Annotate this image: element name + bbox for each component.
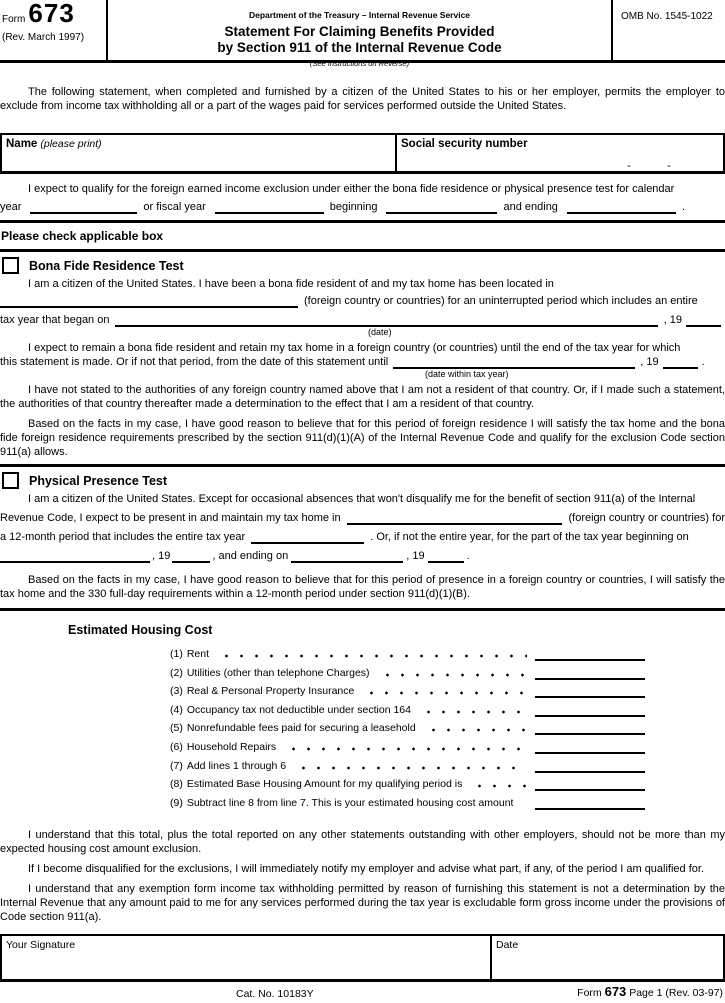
row-number: (2) (170, 666, 183, 679)
physical-dates-line (0, 549, 725, 563)
closing-p2: If I become disqualified for the exclusions, I will immediately notify my employer and advise what part, if any, of the period I am qualified for. (28, 862, 705, 875)
qualify-line1: I expect to qualify for the foreign earned income exclusion under either the bona fide residence or physical presence test for calendar (28, 183, 675, 195)
ssn-format-dashes: - - (627, 160, 671, 172)
qualify-ending-label: and ending (503, 201, 558, 213)
bona-fide-p1: I am a citizen of the United States. I have been a bona fide resident of and my tax home has been located in (28, 278, 554, 290)
name-ssn-box (0, 133, 725, 174)
housing-row-leasehold-fees (170, 721, 645, 735)
row-number: (7) (170, 759, 183, 772)
ssn-label: Social security number (401, 138, 528, 150)
name-field[interactable] (2, 135, 395, 171)
dot-leader (472, 777, 527, 789)
housing-row-utilities (170, 666, 645, 680)
amount-line-8[interactable] (535, 777, 645, 791)
row-number: (1) (170, 648, 183, 660)
physical-country-blank[interactable] (347, 511, 563, 525)
form-title-block (108, 0, 611, 68)
closing-p3: I understand that any exemption form income tax withholding permitted by reason of furnishing this statement is not a determination by the Internal Revenue that any amount paid to me for any services performed during the tax year is excludable form gross income under the provisions of Code section 911(a). (0, 882, 725, 923)
qualify-fill-line (0, 200, 725, 214)
physical-p1-line2: Revenue Code, I expect to be present in and maintain my tax home in (0, 512, 341, 524)
row-number: (5) (170, 722, 183, 735)
date-within-caption: (date within tax year) (425, 369, 509, 379)
bona-fide-p4: Based on the facts in my case, I have good reason to believe that for this period of foreign residence I will satisfy the tax home and the bona fide foreign residence requirements prescribed by the section 911(d)(1)(A) of the Internal Revenue Code and qualify for the exclusion Code section 911(a) allows. (0, 418, 725, 458)
housing-row-repairs (170, 740, 645, 754)
qualify-period: . (681, 201, 685, 213)
housing-row-total (170, 759, 645, 773)
see-instructions: (See Instructions on Reverse) (309, 59, 410, 68)
bona-fide-title-row (0, 257, 725, 274)
name-hint: (please print) (40, 138, 102, 150)
bona-fide-title: Bona Fide Residence Test (29, 258, 184, 273)
amount-line-4[interactable] (535, 703, 645, 717)
calendar-year-blank[interactable] (30, 200, 137, 214)
dot-leader (523, 796, 527, 808)
form-word: Form (2, 14, 26, 25)
form-title-line1: Statement For Claiming Benefits Provided (224, 24, 495, 39)
bona-fide-began-line (0, 313, 725, 327)
physical-p1-line3b: . Or, if not the entire year, for the part of the tax year beginning on (370, 531, 689, 543)
physical-p1-line1: I am a citizen of the United States. Except for occasional absences that won't disqualify me for the benefit of section 911(a) of the Internal (28, 493, 696, 505)
name-label: Name (6, 138, 38, 150)
bona-fide-p1d: , 19 (663, 314, 682, 326)
dot-leader (426, 721, 527, 733)
bona-fide-p3: I have not stated to the authorities of any foreign country named above that I am not a resident of that country. Or, if I made such a statement, the authorities of that country thereafter made a determination to the effect that I am a resident of that country. (0, 384, 725, 410)
footer-form-number: 673 (604, 983, 627, 999)
amount-line-5[interactable] (535, 721, 645, 735)
amount-line-7[interactable] (535, 759, 645, 773)
physical-taxyear-line (0, 530, 725, 544)
qualify-fiscal-label: or fiscal year (143, 201, 206, 213)
part-year-begin-blank[interactable] (0, 549, 150, 563)
physical-p1-period: . (466, 550, 470, 562)
signature-label: Your Signature (6, 938, 76, 951)
bona-fide-checkbox[interactable] (2, 257, 19, 274)
bona-fide-country-line (0, 294, 725, 308)
form-reference (577, 985, 723, 1000)
footer-page-rev: Page 1 (Rev. 03-97) (629, 986, 723, 999)
row-number: (6) (170, 740, 183, 753)
divider-rule (0, 608, 725, 611)
row-number: (4) (170, 703, 183, 716)
housing-row-base-amount (170, 777, 645, 791)
form-title-line2: by Section 911 of the Internal Revenue Code (217, 40, 502, 55)
amount-line-6[interactable] (535, 740, 645, 754)
begin-year-blank[interactable] (172, 549, 210, 563)
row-label: Real & Personal Property Insurance (186, 685, 355, 698)
entire-tax-year-blank[interactable] (251, 530, 364, 544)
bona-fide-p1c: tax year that began on (0, 314, 110, 326)
until-year-blank[interactable] (663, 355, 698, 369)
signature-box (0, 934, 725, 982)
began-year-blank[interactable] (686, 313, 721, 327)
row-label: Household Repairs (186, 740, 277, 753)
ssn-field[interactable] (395, 135, 723, 171)
bona-fide-p2-line1: I expect to remain a bona fide resident and retain my tax home in a foreign country (or countries) until the end of the tax year for which (28, 342, 681, 354)
physical-and-ending: , and ending on (212, 550, 289, 562)
omb-number: OMB No. 1545-1022 (621, 11, 713, 22)
housing-row-cost-amount (170, 796, 645, 810)
housing-row-occupancy-tax (170, 703, 645, 717)
amount-line-3[interactable] (535, 684, 645, 698)
physical-taxhome-line (0, 511, 725, 525)
row-label: Occupancy tax not deductible under section 164 (186, 703, 411, 716)
divider-rule (0, 464, 725, 467)
form-number-block (0, 0, 108, 60)
physical-title-row (0, 472, 725, 489)
ending-date-blank[interactable] (567, 200, 676, 214)
form-number: 673 (28, 0, 75, 28)
row-label: Nonrefundable fees paid for securing a leasehold (186, 722, 416, 735)
date-caption: (date) (368, 327, 392, 337)
row-label: Add lines 1 through 6 (186, 759, 287, 772)
divider-rule (0, 220, 725, 223)
amount-line-9[interactable] (535, 796, 645, 810)
physical-p1-19a: , 19 (152, 550, 171, 562)
page-footer (0, 985, 725, 1003)
closing-p1: I understand that this total, plus the total reported on any other statements outstanding with other employers, should not be more than my expected housing cost amount exclusion. (0, 828, 725, 855)
form-header (0, 0, 725, 68)
bona-fide-until-line (0, 355, 725, 369)
date-field[interactable] (490, 936, 723, 979)
housing-row-rent (170, 647, 645, 661)
intro-paragraph: The following statement, when completed and furnished by a citizen of the United States to his or her employer, permits the employer to exclude from income tax withholding all or a part of the wages paid for services performed outside the United States. (0, 86, 725, 112)
housing-title: Estimated Housing Cost (68, 623, 213, 637)
dot-leader (364, 684, 527, 696)
bona-fide-p2-19: , 19 (640, 356, 659, 368)
foreign-country-blank[interactable] (0, 294, 298, 308)
physical-presence-checkbox[interactable] (2, 472, 19, 489)
dot-leader (296, 759, 527, 771)
physical-p1-19b: , 19 (406, 550, 425, 562)
row-label: Rent (186, 648, 210, 660)
physical-p1-line2b: (foreign country or countries) for (568, 512, 725, 524)
footer-form-word: Form (577, 986, 602, 999)
dot-leader (380, 666, 527, 678)
beginning-date-blank[interactable] (386, 200, 497, 214)
bona-fide-p2-period: . (701, 356, 705, 368)
date-label: Date (496, 938, 519, 951)
dot-leader (286, 740, 527, 752)
row-number: (9) (170, 796, 183, 809)
check-applicable-header: Please check applicable box (1, 229, 164, 243)
divider-rule (0, 249, 725, 252)
fiscal-year-blank[interactable] (215, 200, 324, 214)
signature-field[interactable] (2, 936, 490, 979)
physical-p2: Based on the facts in my case, I have good reason to believe that for this period of presence in a foreign country or countries, I will satisfy the tax home and the 330 full-day requirements within a 12-month period under section 911(d)(1)(B). (0, 574, 725, 600)
catalog-number: Cat. No. 10183Y (236, 987, 314, 1000)
dot-leader (219, 647, 527, 659)
statement-until-blank[interactable] (393, 355, 635, 369)
department-line: Department of the Treasury – Internal Revenue Service (248, 10, 471, 20)
qualify-beginning-label: beginning (329, 201, 378, 213)
amount-line-2[interactable] (535, 666, 645, 680)
tax-year-began-blank[interactable] (115, 313, 657, 327)
row-label: Utilities (other than telephone Charges) (186, 666, 370, 679)
omb-block (611, 0, 725, 60)
housing-row-insurance (170, 684, 645, 698)
qualify-year-label: year (0, 201, 22, 213)
part-year-end-blank[interactable] (291, 549, 403, 563)
form-revision: (Rev. March 1997) (2, 32, 85, 43)
physical-p1-line3a: a 12-month period that includes the entire tax year (0, 531, 246, 543)
dot-leader (421, 703, 527, 715)
row-number: (3) (170, 685, 183, 698)
physical-title: Physical Presence Test (29, 473, 168, 488)
bona-fide-p1b: (foreign country or countries) for an uninterrupted period which includes an entire (304, 295, 698, 307)
amount-line-1[interactable] (535, 647, 645, 661)
row-label: Estimated Base Housing Amount for my qualifying period is (186, 778, 463, 791)
row-label: Subtract line 8 from line 7. This is your estimated housing cost amount (186, 796, 514, 809)
row-number: (8) (170, 778, 183, 791)
bona-fide-p2-line2: this statement is made. Or if not that period, from the date of this statement until (0, 356, 389, 368)
end-year-blank[interactable] (428, 549, 464, 563)
